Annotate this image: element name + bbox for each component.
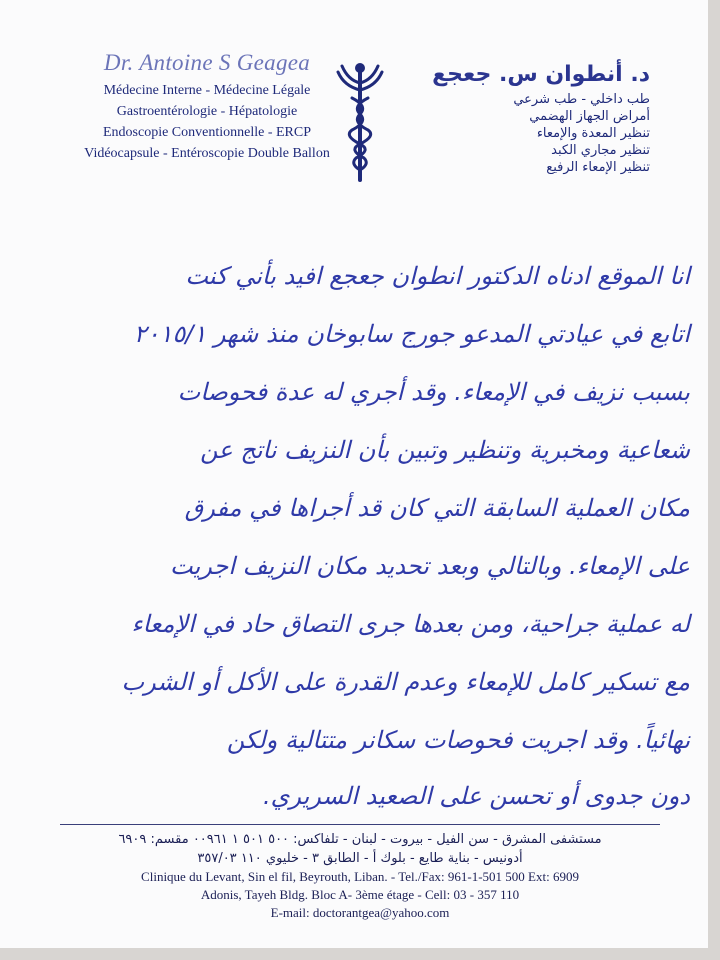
letterhead-arabic xyxy=(410,62,650,176)
specialty-ar-4: تنظير مجاري الكبد xyxy=(551,143,650,158)
letterhead-french xyxy=(62,50,352,164)
doctor-name-fr: Dr. Antoine S Geagea xyxy=(103,50,311,75)
specialty-ar-2: أمراض الجهاز الهضمي xyxy=(529,109,650,124)
body-line-10: دون جدوى أو تحسن على الصعيد السريري. xyxy=(262,782,690,810)
specialty-fr-3: Endoscopie Conventionnelle - ERCP xyxy=(102,125,312,140)
body-line-2: اتابع في عيادتي المدعو جورج سابوخان منذ شهر ٢٠١٥/١ xyxy=(133,320,690,348)
body-line-8: مع تسكير كامل للإمعاء وعدم القدرة على الأكل أو الشرب xyxy=(121,668,690,696)
paper-edge-right xyxy=(708,0,720,960)
body-line-7: له عملية جراحية، ومن بعدها جرى التصاق حاد في الإمعاء xyxy=(131,610,690,638)
doctor-name-ar: د. أنطوان س. جعجع xyxy=(432,62,650,87)
body-line-3: بسبب نزيف في الإمعاء. وقد أجري له عدة فحوصات xyxy=(177,378,690,406)
specialty-fr-4: Vidéocapsule - Entéroscopie Double Ballon xyxy=(84,146,330,161)
body-line-5: مكان العملية السابقة التي كان قد أجراها في مفرق xyxy=(184,494,690,522)
body-line-9: نهائياً. وقد اجريت فحوصات سكانر متتالية ولكن xyxy=(226,726,690,754)
caduceus-icon xyxy=(330,56,390,184)
footer-address-fr-2: Adonis, Tayeh Bldg. Bloc A- 3ème étage - Cell: 03 - 357 110 xyxy=(200,887,520,902)
specialty-ar-1: طب داخلي - طب شرعي xyxy=(513,92,650,107)
footer xyxy=(60,830,660,922)
footer-email: E-mail: doctorantgea@yahoo.com xyxy=(270,905,450,920)
footer-address-ar-1: مستشفى المشرق - سن الفيل - بيروت - لبنان - تلفاكس: ٥٠٠ ٥٠١ ١ ٠٠٩٦١ مقسم: ٦٩٠٩ xyxy=(118,832,602,847)
body-line-1: انا الموقع ادناه الدكتور انطوان جعجع افيد بأني كنت xyxy=(185,262,690,290)
specialty-fr-1: Médecine Interne - Médecine Légale xyxy=(103,83,311,98)
body-line-4: شعاعية ومخبرية وتنظير وتبين بأن النزيف ناتج عن xyxy=(200,436,690,464)
paper-edge-bottom xyxy=(0,948,720,960)
footer-address-fr-1: Clinique du Levant, Sin el fil, Beyrouth, Liban. - Tel./Fax: 961-1-501 500 Ext: 6909 xyxy=(141,869,579,884)
specialty-fr-2: Gastroentérologie - Hépatologie xyxy=(116,104,298,119)
footer-address-ar-2: أدونيس - بناية طايع - بلوك أ - الطابق ٣ - خليوي ١١٠ ٣٥٧/٠٣ xyxy=(197,851,523,866)
footer-divider xyxy=(60,824,660,825)
specialty-ar-3: تنظير المعدة والإمعاء xyxy=(536,126,650,141)
body-line-6: على الإمعاء. وبالتالي وبعد تحديد مكان النزيف اجريت xyxy=(170,552,690,580)
specialty-ar-5: تنظير الإمعاء الرفيع xyxy=(546,160,650,175)
